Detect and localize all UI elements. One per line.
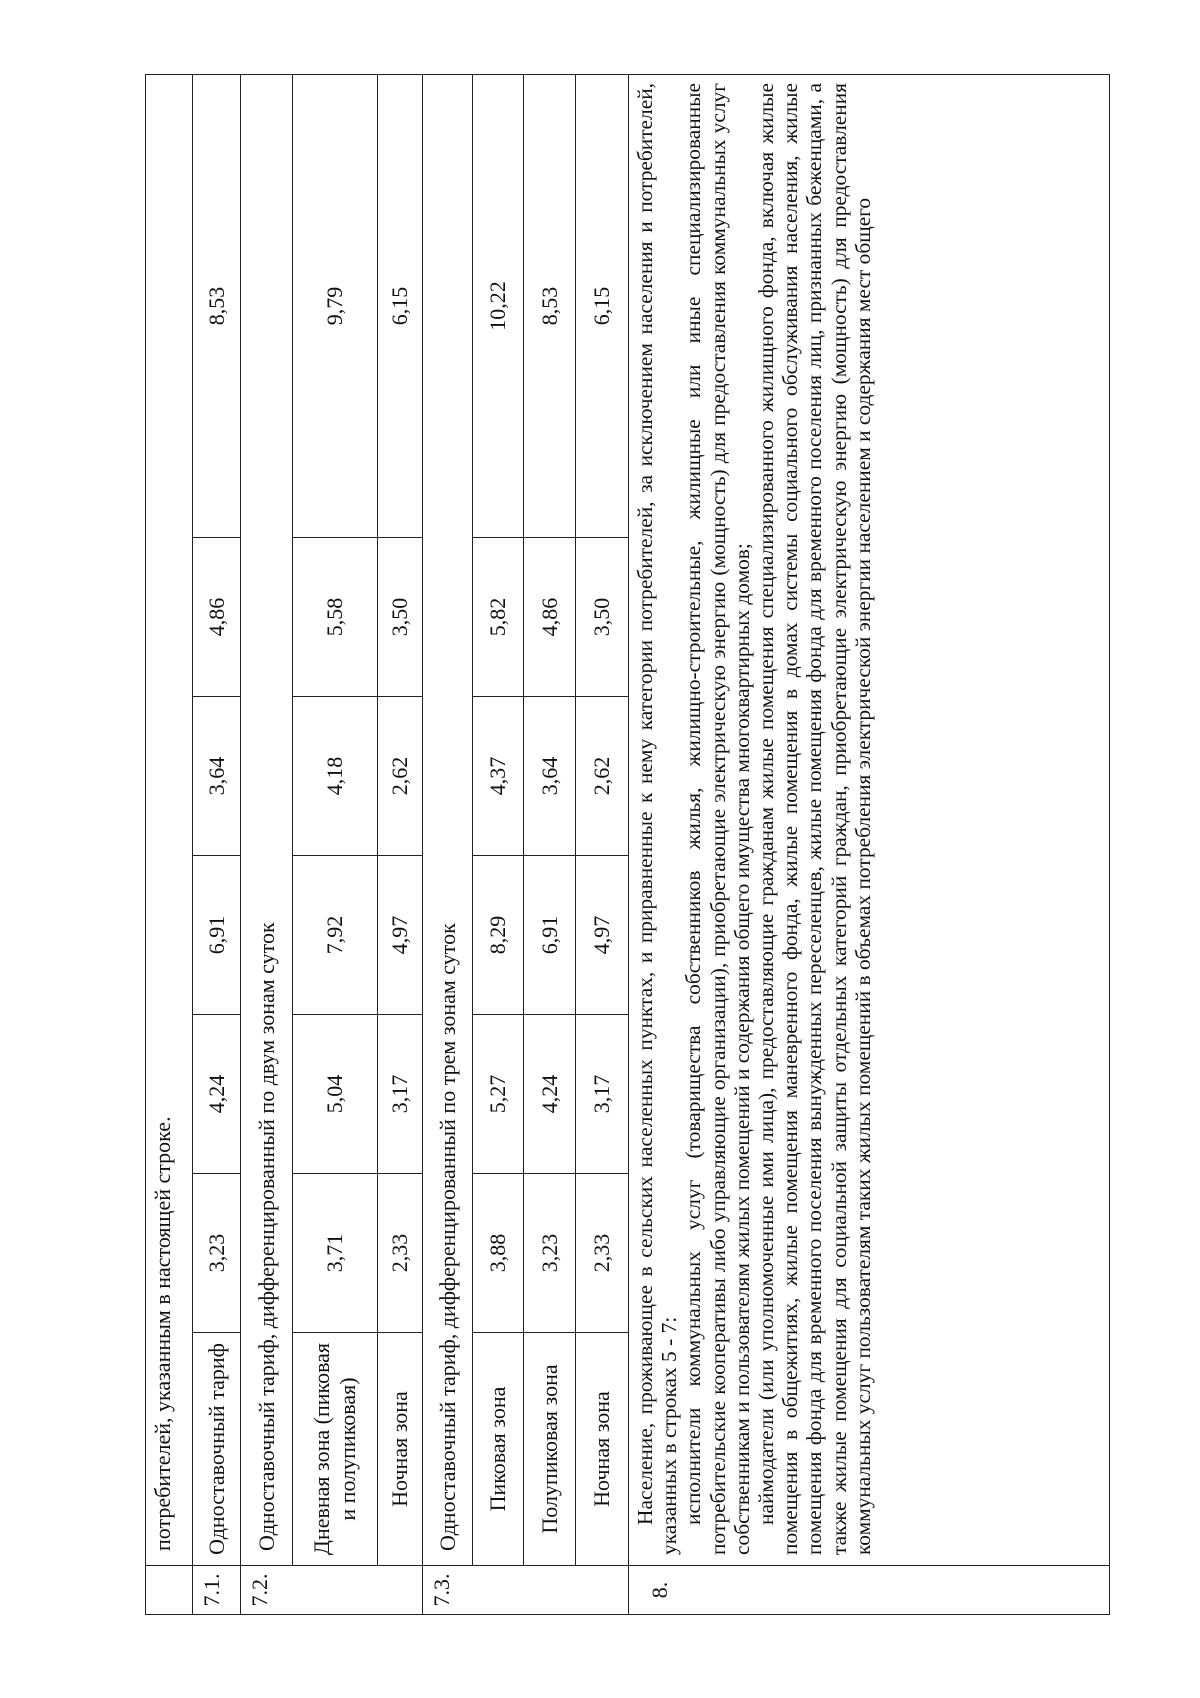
continuation-text: потребителей, указанным в настоящей строке. (146, 74, 193, 1565)
value-cell: 10,22 (473, 74, 524, 537)
zone-label: Дневная зона (пиковая и полупиковая) (293, 1333, 378, 1566)
table-row-8 (629, 74, 1110, 1614)
value-cell: 3,88 (473, 1174, 524, 1333)
value-cell: 5,27 (473, 1015, 524, 1174)
value-cell: 3,50 (378, 538, 423, 697)
zone-label: Полупиковая зона (524, 1333, 576, 1566)
row-number: 7.1. (193, 1566, 241, 1615)
table-row (524, 74, 576, 1614)
row-number: 7.3. (423, 1566, 629, 1615)
table-row-7-1 (193, 74, 241, 1614)
value-cell: 2,62 (378, 697, 423, 856)
value-cell: 2,62 (576, 697, 629, 856)
row-8-description (629, 74, 1110, 1565)
value-cell: 3,50 (576, 538, 629, 697)
table-row (378, 74, 423, 1614)
value-cell: 6,91 (524, 856, 576, 1015)
value-cell: 3,23 (524, 1174, 576, 1333)
value-cell: 8,53 (193, 74, 241, 537)
value-cell: 5,04 (293, 1015, 378, 1174)
table-row (576, 74, 629, 1614)
zone-label: Ночная зона (576, 1333, 629, 1566)
table-row (473, 74, 524, 1614)
continuation-row (146, 74, 193, 1614)
value-cell: 9,79 (293, 74, 378, 537)
zone-label: Ночная зона (378, 1333, 423, 1566)
value-cell: 4,24 (193, 1015, 241, 1174)
value-cell: 5,82 (473, 538, 524, 697)
value-cell: 3,64 (524, 697, 576, 856)
value-cell: 2,33 (378, 1174, 423, 1333)
value-cell: 4,37 (473, 697, 524, 856)
empty-number-cell (146, 1566, 193, 1615)
value-cell: 4,24 (524, 1015, 576, 1174)
value-cell: 4,97 (378, 856, 423, 1015)
table-row-7-2-title (241, 74, 293, 1614)
row-label: Одноставочный тариф (193, 1333, 241, 1566)
zone-label: Пиковая зона (473, 1333, 524, 1566)
tariff-table (145, 74, 1110, 1615)
paragraph: наймодатели (или уполномоченные ими лица), предоставляющие гражданам жилые помещения специализированного жилищного фонда, включая жилые помещения в общежитиях, жилые помещения маневренного фонда, жилые помещения в домах системы социального обслуживания населения, жилые помещения фонда для временного поселения вынужденных переселенцев, жилые помещения фонда для временного поселения лиц, признанных беженцами, а также жилые помещения для социальной защиты отдельных категорий граждан, приобретающие электрическую энергию (мощность) для предоставления коммунальных услуг пользователям таких жилых помещений в объемах потребления электрической энергии населением и содержания мест общего (753, 82, 875, 1555)
value-cell: 8,53 (524, 74, 576, 537)
table-row-7-3-title (423, 74, 473, 1614)
table-row (293, 74, 378, 1614)
value-cell: 4,18 (293, 697, 378, 856)
value-cell: 3,71 (293, 1174, 378, 1333)
value-cell: 4,86 (193, 538, 241, 697)
value-cell: 6,91 (193, 856, 241, 1015)
value-cell: 4,86 (524, 538, 576, 697)
row-number: 7.2. (241, 1566, 423, 1615)
value-cell: 2,33 (576, 1174, 629, 1333)
row-number: 8. (629, 1566, 1110, 1615)
value-cell: 8,29 (473, 856, 524, 1015)
paragraph: Население, проживающее в сельских населенных пунктах, и приравненные к нему категории потребителей, за исключением населения и потребителей, указанных в строках 5 - 7: (633, 82, 682, 1555)
section-title: Одноставочный тариф, дифференцированный по трем зонам суток (423, 74, 473, 1565)
value-cell: 7,92 (293, 856, 378, 1015)
value-cell: 3,17 (576, 1015, 629, 1174)
paragraph: исполнители коммунальных услуг (товарищества собственников жилья, жилищно-строительные, жилищные или иные специализированные потребительские кооперативы либо управляющие организации), приобретающие электрическую энергию (мощность) для предоставления коммунальных услуг собственникам и пользователям жилых помещений и содержания общего имущества многоквартирных домов; (681, 82, 754, 1555)
value-cell: 4,97 (576, 856, 629, 1015)
section-title: Одноставочный тариф, дифференцированный по двум зонам суток (241, 74, 293, 1565)
rotated-page (145, 75, 1110, 1615)
value-cell: 3,64 (193, 697, 241, 856)
value-cell: 5,58 (293, 538, 378, 697)
value-cell: 6,15 (378, 74, 423, 537)
value-cell: 3,23 (193, 1174, 241, 1333)
value-cell: 6,15 (576, 74, 629, 537)
value-cell: 3,17 (378, 1015, 423, 1174)
